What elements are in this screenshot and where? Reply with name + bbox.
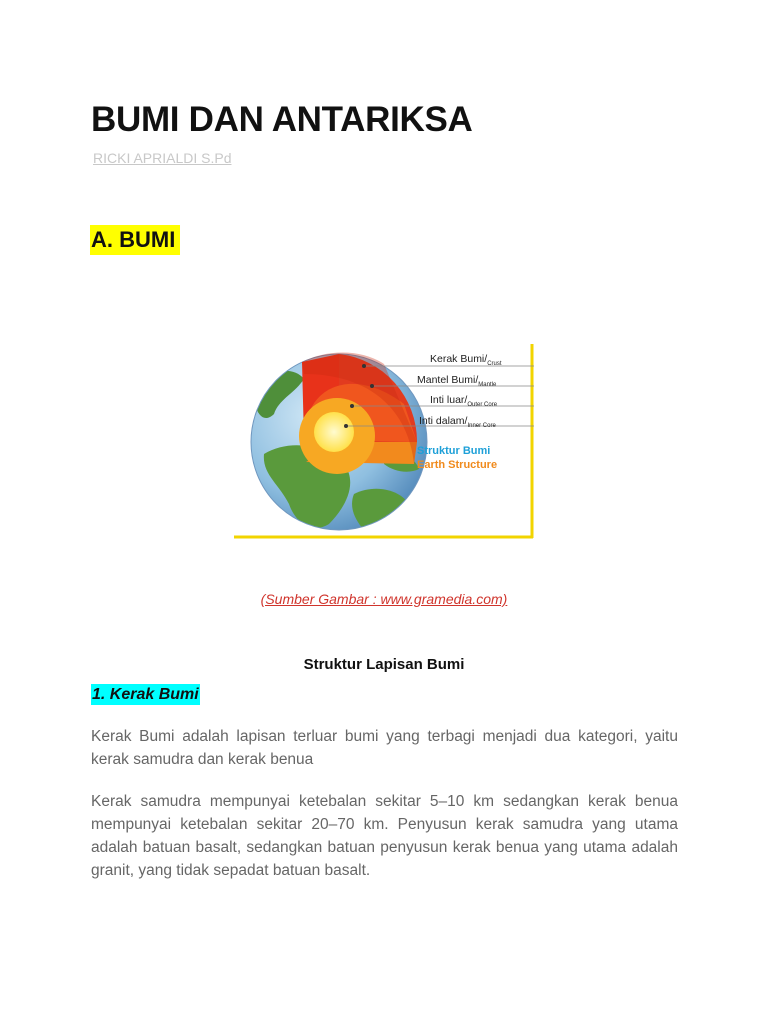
label-structure-en: Earth Structure <box>417 459 498 471</box>
label-structure-id: Struktur Bumi <box>417 445 491 457</box>
figure-title: Struktur Lapisan Bumi <box>303 656 465 673</box>
author-link[interactable]: RICKI APRIALDI S.Pd <box>93 150 232 166</box>
subsection-heading-kerak-bumi: 1. Kerak Bumi <box>92 686 199 703</box>
label-mantle: Mantel Bumi/$_{Mantle}$ <box>417 374 497 388</box>
label-inner-core: Inti dalam/$_{Inner Core}$ <box>419 415 496 429</box>
image-caption <box>0 591 768 607</box>
caption-source-link[interactable]: (Sumber Gambar : www.gramedia.com) <box>260 591 508 607</box>
label-outer-core: Inti luar/$_{Outer Core}$ <box>430 394 498 408</box>
label-crust: Kerak Bumi/$_{Crust}$ <box>430 353 502 367</box>
earth-layers-cutaway <box>299 352 417 474</box>
document-title: BUMI DAN ANTARIKSA <box>91 100 473 139</box>
paragraph-2: Kerak samudra mempunyai ketebalan sekitar 5–10 km sedangkan kerak benua mempunyai ketebalan sekitar 20–70 km. Penyusun kerak samudra yang utama adalah batuan basalt, sedangkan batuan penyusun kerak benua yang utama adalah granit, yang tidak sepadat batuan basalt. <box>91 793 678 879</box>
earth-structure-image <box>234 344 535 540</box>
paragraph-1: Kerak Bumi adalah lapisan terluar bumi yang terbagi menjadi dua kategori, yaitu kerak samudra dan kerak benua <box>91 728 678 768</box>
section-heading-bumi: A. BUMI <box>90 225 180 255</box>
